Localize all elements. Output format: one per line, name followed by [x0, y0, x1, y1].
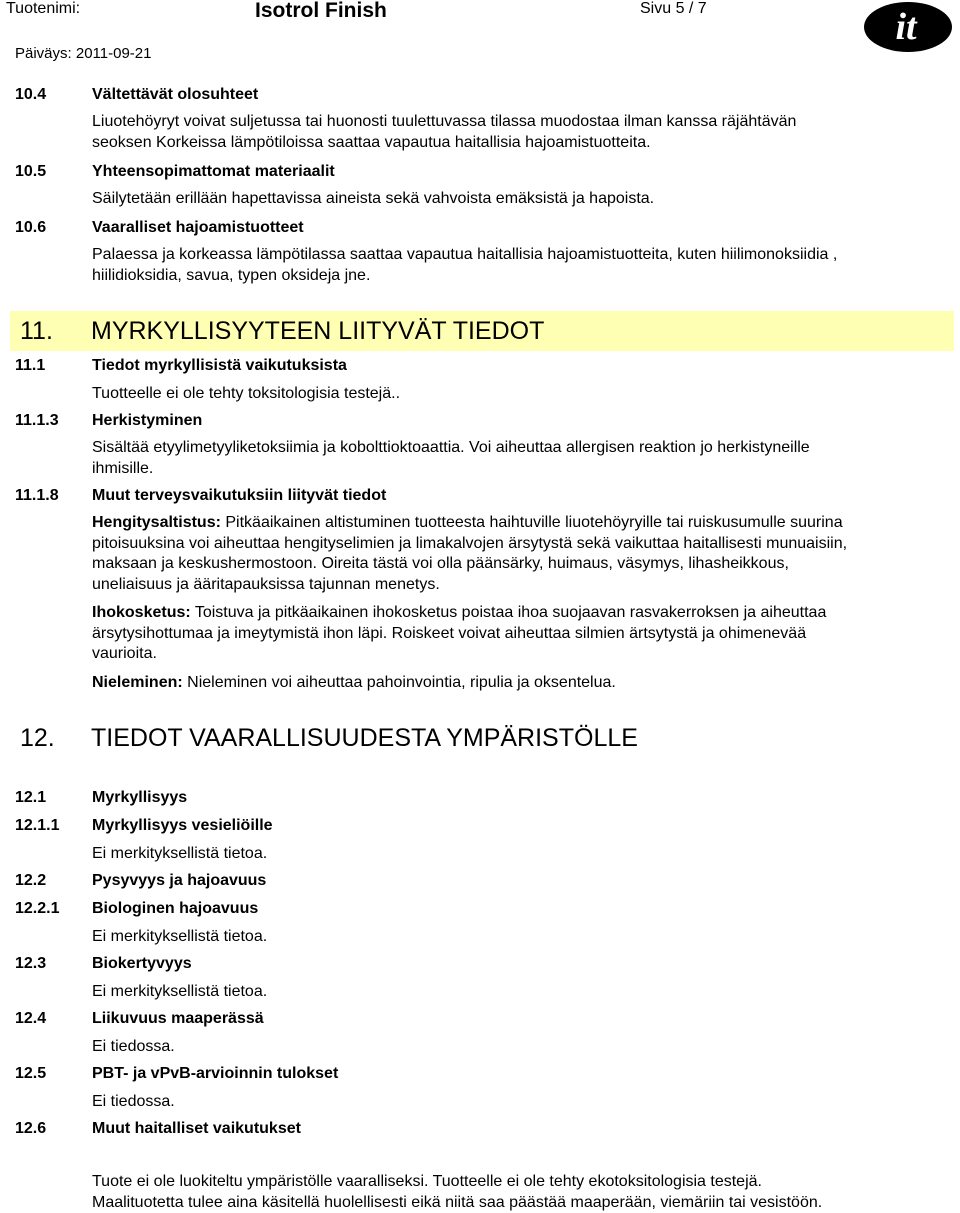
text-line: uneliaisuus ja ääritapauksissa tajunnan menetys.: [92, 575, 440, 593]
text-line: Tuote ei ole luokiteltu ympäristölle vaaralliseksi. Tuotteelle ei ole tehty ekotoksitologisia testejä.: [92, 1173, 762, 1190]
inhalation-paragraph: [92, 513, 942, 595]
section-number: 11.: [20, 317, 53, 345]
section-number: 11.1.8: [15, 487, 59, 504]
skin-contact-label: Ihokosketus:: [92, 604, 191, 621]
section-number: 10.6: [15, 219, 47, 236]
section-title: Pysyvyys ja hajoavuus: [92, 872, 267, 889]
section-11-1-3-text: [92, 438, 942, 479]
text-line: pitoisuuksina voi aiheuttaa hengityselimien ja limakalvojen ärsytystä sekä vaikuttaa haitallisesti munuaisiin,: [92, 534, 848, 552]
document-date: Päiväys: 2011-09-21: [15, 45, 152, 62]
company-logo: [862, 0, 954, 54]
section-12-3-text: Ei merkityksellistä tietoa.: [92, 983, 268, 1000]
section-11-heading: [10, 311, 954, 351]
section-number: 10.4: [15, 86, 47, 103]
section-12-heading: [10, 718, 954, 758]
text-line: maksaan ja keskushermostoon. Oireita tästä voi olla päänsärky, huimaus, väsymys, lihasheikkous,: [92, 555, 789, 572]
text-line: Toistuva ja pitkäaikainen ihokosketus poistaa ihoa suojaavan rasvakerroksen ja aiheuttaa: [190, 604, 827, 621]
section-title: Liikuvuus maaperässä: [92, 1010, 264, 1027]
logo-text: it: [895, 6, 917, 48]
section-title: Vältettävät olosuhteet: [92, 86, 259, 103]
section-12-1-1-text: Ei merkityksellistä tietoa.: [92, 845, 268, 862]
section-number: 12.2.1: [15, 900, 60, 917]
section-title: Myrkyllisyys vesieliöille: [92, 817, 273, 834]
ingestion-paragraph: [92, 673, 942, 694]
text-line: Maalituotetta tulee aina käsitellä huolellisesti eikä niitä saa päästää maaperään, viemäriin tai vesistöön.: [92, 1193, 823, 1211]
skin-contact-paragraph: [92, 603, 942, 665]
section-title: Biologinen hajoavuus: [92, 900, 259, 917]
section-number: 10.5: [15, 163, 47, 180]
section-number: 12.1: [15, 789, 47, 806]
section-number: 12.4: [15, 1010, 47, 1027]
footer-text: [92, 1172, 942, 1213]
text-line: Nieleminen voi aiheuttaa pahoinvointia, ripulia ja oksentelua.: [182, 674, 616, 691]
section-title: Biokertyvyys: [92, 955, 192, 972]
text-line: ihmisille.: [92, 459, 154, 477]
section-number: 12.1.1: [15, 817, 60, 834]
section-11-1-text: Tuotteelle ei ole tehty toksitologisia testejä..: [92, 385, 401, 402]
product-name-label: Tuotenimi:: [6, 0, 81, 17]
section-title: Herkistyminen: [92, 412, 203, 429]
section-title: Myrkyllisyys: [92, 789, 188, 806]
section-12-4-text: Ei tiedossa.: [92, 1038, 175, 1055]
section-title: TIEDOT VAARALLISUUDESTA YMPÄRISTÖLLE: [91, 724, 638, 752]
section-title: MYRKYLLISYYTEEN LIITYVÄT TIEDOT: [91, 317, 545, 345]
section-number: 11.1.3: [15, 412, 59, 429]
text-line: Sisältää etyylimetyyliketoksiimia ja kobolttioktoaattia. Voi aiheuttaa allergisen reaktion jo herkistyneille: [92, 439, 810, 456]
ingestion-label: Nieleminen:: [92, 674, 183, 691]
text-line: hiilidioksidia, savua, typen oksideja jne.: [92, 266, 371, 284]
section-number: 12.3: [15, 955, 47, 972]
text-line: vaurioita.: [92, 645, 157, 662]
inhalation-label: Hengitysaltistus:: [92, 514, 221, 531]
section-number: 12.2: [15, 872, 47, 889]
section-number: 12.6: [15, 1120, 47, 1137]
section-title: Muut terveysvaikutuksiin liityvät tiedot: [92, 487, 387, 504]
text-line: Liuotehöyryt voivat suljetussa tai huonosti tuulettuvassa tilassa muodostaa ilman kanssa räjähtävän: [92, 113, 797, 130]
section-10-6-text: [92, 245, 942, 286]
text-line: Pitkäaikainen altistuminen tuotteesta haihtuville liuotehöyryille tai ruiskusumulle suurina: [220, 514, 843, 531]
section-10-4-text: [92, 112, 942, 153]
section-title: Vaaralliset hajoamistuotteet: [92, 219, 304, 236]
section-number: 12.: [20, 724, 55, 752]
section-12-2-1-text: Ei merkityksellistä tietoa.: [92, 928, 268, 945]
section-title: Muut haitalliset vaikutukset: [92, 1120, 301, 1137]
page-number: Sivu 5 / 7: [640, 0, 707, 17]
section-number: 11.1: [15, 357, 46, 374]
text-line: ärsytysihottumaa ja imeytymistä ihon läpi. Roiskeet voivat aiheuttaa silmien ärtsytystä ja ohimenevää: [92, 624, 807, 642]
section-title: Yhteensopimattomat materiaalit: [92, 163, 335, 180]
product-name: Isotrol Finish: [255, 0, 387, 22]
text-line: seoksen Korkeissa lämpötiloissa saattaa vapautua haitallisia hajoamistuotteita.: [92, 133, 651, 151]
section-number: 12.5: [15, 1065, 47, 1082]
section-title: PBT- ja vPvB-arvioinnin tulokset: [92, 1065, 339, 1082]
section-12-5-text: Ei tiedossa.: [92, 1093, 175, 1110]
text-line: Palaessa ja korkeassa lämpötilassa saattaa vapautua haitallisia hajoamistuotteita, kuten hiilimonoksiidia ,: [92, 246, 838, 263]
section-title: Tiedot myrkyllisistä vaikutuksista: [92, 357, 347, 374]
section-10-5-text: Säilytetään erillään hapettavissa aineista sekä vahvoista emäksistä ja hapoista.: [92, 190, 655, 207]
